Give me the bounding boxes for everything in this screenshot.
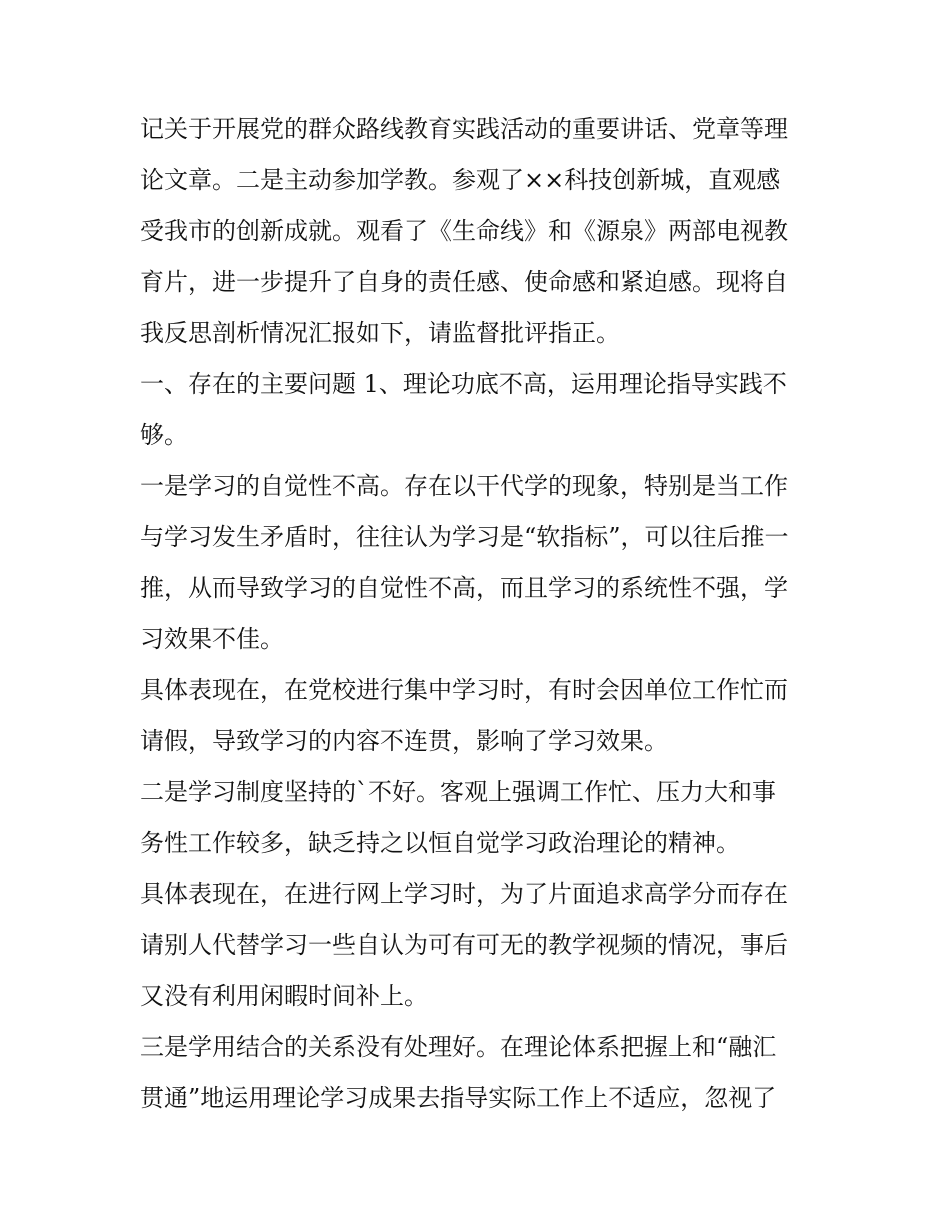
text-line-11: 习效果不佳。 [140, 625, 284, 653]
document-body [140, 104, 820, 1124]
text-line-12: 具体表现在，在党校进行集中学习时，有时会因单位工作忙而 [140, 676, 788, 704]
text-line-20: 贯通”地运用理论学习成果去指导实际工作上不适应，忽视了 [140, 1084, 777, 1112]
text-line-5: 我反思剖析情况汇报如下，请监督批评指正。 [140, 319, 620, 347]
text-line-7: 够。 [140, 421, 188, 449]
text-line-2: 论文章。二是主动参加学教。参观了××科技创新城，直观感 [140, 166, 781, 194]
text-line-15: 务性工作较多，缺乏持之以恒自觉学习政治理论的精神。 [140, 829, 740, 857]
text-line-17: 请别人代替学习一些自认为可有可无的教学视频的情况，事后 [140, 931, 788, 959]
text-line-19: 三是学用结合的关系没有处理好。在理论体系把握上和“融汇 [140, 1033, 777, 1061]
text-line-13: 请假，导致学习的内容不连贯，影响了学习效果。 [140, 727, 668, 755]
text-line-18: 又没有利用闲暇时间补上。 [140, 982, 428, 1010]
text-line-9: 与学习发生矛盾时，往往认为学习是“软指标”，可以往后推一 [140, 523, 789, 551]
text-line-3: 受我市的创新成就。观看了《生命线》和《源泉》两部电视教 [140, 217, 788, 245]
text-line-4: 育片，进一步提升了自身的责任感、使命感和紧迫感。现将自 [140, 268, 788, 296]
text-line-10: 推，从而导致学习的自觉性不高，而且学习的系统性不强，学 [140, 574, 788, 602]
text-line-8: 一是学习的自觉性不高。存在以干代学的现象，特别是当工作 [140, 472, 788, 500]
text-line-16: 具体表现在，在进行网上学习时，为了片面追求高学分而存在 [140, 880, 788, 908]
text-line-6: 一、存在的主要问题 1、理论功底不高，运用理论指导实践不 [140, 370, 787, 398]
text-line-1: 记关于开展党的群众路线教育实践活动的重要讲话、党章等理 [140, 115, 788, 143]
text-line-14: 二是学习制度坚持的`不好。客观上强调工作忙、压力大和事 [140, 778, 776, 806]
